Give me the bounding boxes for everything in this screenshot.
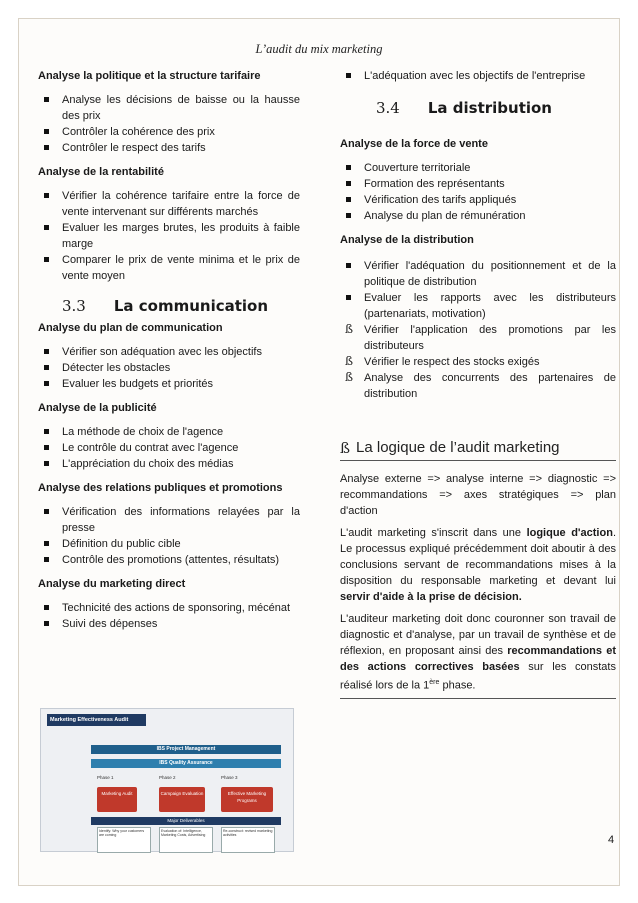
bullet-list <box>38 600 300 632</box>
list-item: Formation des représentants <box>340 176 616 192</box>
square-bullet-icon <box>346 73 351 78</box>
figure-arrow: IBS Quality Assurance <box>91 759 281 768</box>
figure-box: Effective Marketing Programs <box>221 787 273 812</box>
square-bullet-icon <box>44 541 49 546</box>
square-bullet-icon <box>44 349 49 354</box>
list-item: Couverture territoriale <box>340 160 616 176</box>
figure-deliverable: Re-construct: revised marketing activities <box>221 827 275 853</box>
section-title: Analyse de la publicité <box>38 402 157 414</box>
list-item: Vérifier l'adéquation du positionnement et de la politique de distribution <box>340 258 616 290</box>
bullet-list <box>340 68 616 84</box>
list-item: Analyse les décisions de baisse ou la hausse des prix <box>38 92 300 124</box>
subsection-number: 3.4 <box>376 99 400 117</box>
square-bullet-icon <box>346 295 351 300</box>
list-item: Le contrôle du contrat avec l'agence <box>38 440 300 456</box>
square-bullet-icon <box>44 365 49 370</box>
divider <box>340 698 616 699</box>
swirl-bullet-icon: ß <box>345 322 354 336</box>
list-item: Technicité des actions de sponsoring, mécénat <box>38 600 300 616</box>
square-bullet-icon <box>346 213 351 218</box>
figure-deliverable: Evaluation of: Intelligence, Marketing Costs, Advertising <box>159 827 213 853</box>
bullet-list <box>38 188 300 284</box>
swirl-bullet-icon: ß <box>345 370 354 384</box>
right-column <box>340 68 616 699</box>
figure-box: Campaign Evaluation <box>159 787 205 812</box>
list-item: Contrôle des promotions (attentes, résultats) <box>38 552 300 568</box>
logic-heading-label: La logique de l’audit marketing <box>356 439 560 456</box>
list-item: Vérification des informations relayées par la presse <box>38 504 300 536</box>
section-title: Analyse du plan de communication <box>38 322 223 334</box>
list-item: Définition du public cible <box>38 536 300 552</box>
bullet-list <box>340 160 616 224</box>
subsection-heading <box>38 298 300 314</box>
list-item: L'appréciation du choix des médias <box>38 456 300 472</box>
logic-paragraph: L'audit marketing s'inscrit dans une logique d'action. Le processus expliqué précédemment doit aboutir à des conclusions servant de recommandations mises à la disposition du responsable marketing et devant lui servir d'aide à la prise de décision. <box>340 527 616 603</box>
subsection-label: La communication <box>113 297 269 315</box>
swirl-bullet-icon: ß <box>345 354 354 368</box>
list-item: Comparer le prix de vente minima et le prix de vente moyen <box>38 252 300 284</box>
logic-paragraph: L'auditeur marketing doit donc couronner son travail de diagnostic et d'analyse, par un travail de synthèse et de réflexion, en proposant ainsi des recommandations et des actions correctives basées sur les constats réalisé lors de la 1ère phase. <box>340 613 616 692</box>
list-item: ß Analyse des concurrents des partenaires de distribution <box>345 370 616 400</box>
square-bullet-icon <box>346 263 351 268</box>
list-item: Contrôler la cohérence des prix <box>38 124 300 140</box>
square-bullet-icon <box>346 181 351 186</box>
square-bullet-icon <box>44 621 49 626</box>
section-title: Analyse de la force de vente <box>340 138 488 150</box>
bullet-list <box>340 258 616 402</box>
square-bullet-icon <box>44 461 49 466</box>
square-bullet-icon <box>44 129 49 134</box>
figure-major-bar: Major Deliverables <box>91 817 281 825</box>
running-header: L’audit du mix marketing <box>255 42 383 56</box>
section-title: Analyse de la distribution <box>340 234 474 246</box>
square-bullet-icon <box>44 257 49 262</box>
page-number: 4 <box>608 834 615 846</box>
square-bullet-icon <box>44 445 49 450</box>
square-bullet-icon <box>44 605 49 610</box>
list-item: Vérifier son adéquation avec les objectifs <box>38 344 300 360</box>
square-bullet-icon <box>44 193 49 198</box>
list-item: ß Vérifier l'application des promotions par les distributeurs <box>345 322 616 352</box>
square-bullet-icon <box>44 145 49 150</box>
square-bullet-icon <box>44 97 49 102</box>
bullet-list <box>38 92 300 156</box>
figure-phase-label: Phase 3 <box>221 775 238 780</box>
square-bullet-icon <box>44 557 49 562</box>
logic-paragraph: Analyse externe => analyse interne => diagnostic => recommandations => axes stratégiques => plan d'action <box>340 473 616 517</box>
subsection-label: La distribution <box>427 99 552 117</box>
square-bullet-icon <box>346 165 351 170</box>
list-item: Suivi des dépenses <box>38 616 300 632</box>
list-item: ß Vérifier le respect des stocks exigés <box>345 354 540 368</box>
bullet-list <box>38 504 300 568</box>
bullet-list <box>38 344 300 392</box>
square-bullet-icon <box>44 509 49 514</box>
list-item: Evaluer les budgets et priorités <box>38 376 300 392</box>
swirl-heading-icon: ß <box>340 439 351 457</box>
section-title: Analyse des relations publiques et promotions <box>38 482 283 494</box>
logic-heading <box>340 440 616 461</box>
section-title: Analyse la politique et la structure tarifaire <box>38 70 261 82</box>
list-item: Contrôler le respect des tarifs <box>38 140 300 156</box>
figure-title: Marketing Effectiveness Audit <box>47 714 146 726</box>
section-title: Analyse de la rentabilité <box>38 166 164 178</box>
figure-arrow: IBS Project Management <box>91 745 281 754</box>
list-item: Analyse du plan de rémunération <box>340 208 616 224</box>
list-item: Evaluer les rapports avec les distributeurs (partenariats, motivation) <box>340 290 616 322</box>
figure-box: Marketing Audit <box>97 787 137 812</box>
subsection-heading <box>340 100 616 116</box>
bullet-list <box>38 424 300 472</box>
square-bullet-icon <box>44 381 49 386</box>
list-item: Détecter les obstacles <box>38 360 300 376</box>
list-item: La méthode de choix de l'agence <box>38 424 300 440</box>
figure-phase-label: Phase 2 <box>159 775 176 780</box>
square-bullet-icon <box>44 225 49 230</box>
audit-diagram-figure <box>40 708 294 852</box>
list-item: Vérifier la cohérence tarifaire entre la force de vente intervenant sur différents marchés <box>38 188 300 220</box>
square-bullet-icon <box>346 197 351 202</box>
list-item: L'adéquation avec les objectifs de l'entreprise <box>340 68 616 84</box>
subsection-number: 3.3 <box>62 297 86 315</box>
section-title: Analyse du marketing direct <box>38 578 186 590</box>
figure-deliverable: Identify: Why your customers are coming <box>97 827 151 853</box>
left-column <box>38 68 300 632</box>
square-bullet-icon <box>44 429 49 434</box>
figure-phase-label: Phase 1 <box>97 775 114 780</box>
list-item: Vérification des tarifs appliqués <box>340 192 616 208</box>
list-item: Evaluer les marges brutes, les produits à faible marge <box>38 220 300 252</box>
